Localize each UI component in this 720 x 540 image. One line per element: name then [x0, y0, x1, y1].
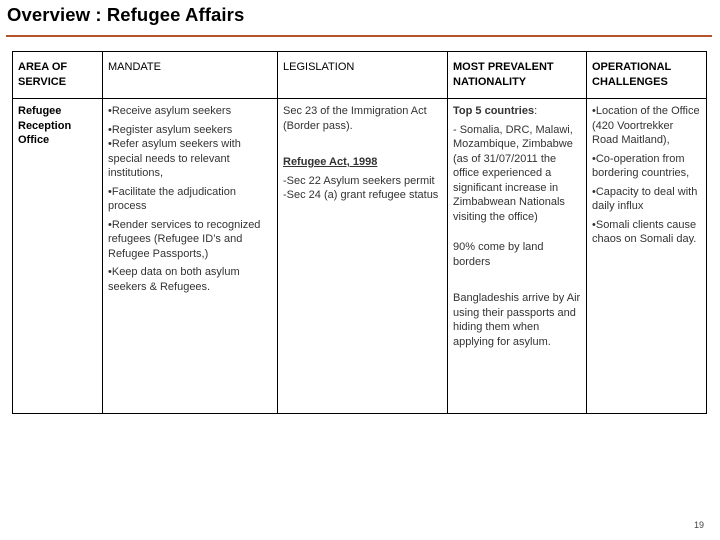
mandate-cell	[103, 99, 278, 414]
mandate-item: •Keep data on both asylum seekers & Refugees.	[108, 266, 243, 293]
header-area-of-service: AREA OF SERVICE	[13, 52, 103, 99]
page-number: 19	[693, 520, 704, 530]
top-countries-label: Top 5 countries	[453, 105, 535, 117]
top-countries-list: - Somalia, DRC, Malawi, Mozambique, Zimbabwe (as of 31/07/2011 the office experienced a significant increase in Zimbabwean Nationals visiting the office)	[453, 123, 576, 223]
air-arrivals-note: Bangladeshis arrive by Air using their passports and hiding them when applying for asylum.	[453, 292, 584, 348]
refugee-affairs-table	[12, 51, 707, 414]
top-countries-colon: :	[534, 105, 538, 117]
title-underline	[6, 35, 712, 37]
area-of-service-cell: Refugee Reception Office	[13, 99, 103, 414]
header-operational-challenges: OPERATIONAL CHALLENGES	[587, 52, 707, 99]
header-legislation: LEGISLATION	[278, 52, 448, 99]
mandate-item: •Refer asylum seekers with special needs to relevant institutions,	[108, 138, 244, 179]
challenge-item: •Capacity to deal with daily influx	[592, 185, 701, 212]
refugee-act-title: Refugee Act, 1998	[283, 156, 378, 168]
table-header-row	[13, 52, 707, 99]
header-mandate: MANDATE	[103, 52, 278, 99]
slide-title: Overview : Refugee Affairs	[7, 4, 245, 25]
nationality-cell	[448, 99, 587, 414]
challenges-cell	[587, 99, 707, 414]
refugee-act-item: -Sec 24 (a) grant refugee status	[283, 189, 439, 201]
header-most-prevalent-nationality: MOST PREVALENT NATIONALITY	[448, 52, 587, 99]
table-row	[13, 99, 707, 414]
mandate-item: •Register asylum seekers	[108, 123, 233, 136]
immigration-act-text: Sec 23 of the Immigration Act (Border pass).	[283, 105, 430, 132]
legislation-cell	[278, 99, 448, 414]
top-countries-heading	[453, 104, 581, 119]
mandate-item: •Facilitate the adjudication process	[108, 185, 240, 212]
challenge-item: •Co-operation from bordering countries,	[592, 152, 690, 179]
mandate-item: •Receive asylum seekers	[108, 105, 232, 117]
mandate-item: •Render services to recognized refugees (Refugee ID’s and Refugee Passports,)	[108, 218, 264, 260]
challenge-item: •Location of the Office (420 Voortrekker Road Maitland),	[592, 105, 703, 146]
challenge-item: •Somali clients cause chaos on Somali day.	[592, 218, 700, 245]
refugee-act-item: -Sec 22 Asylum seekers permit	[283, 174, 435, 187]
land-borders-note: 90% come by land borders	[453, 241, 547, 268]
